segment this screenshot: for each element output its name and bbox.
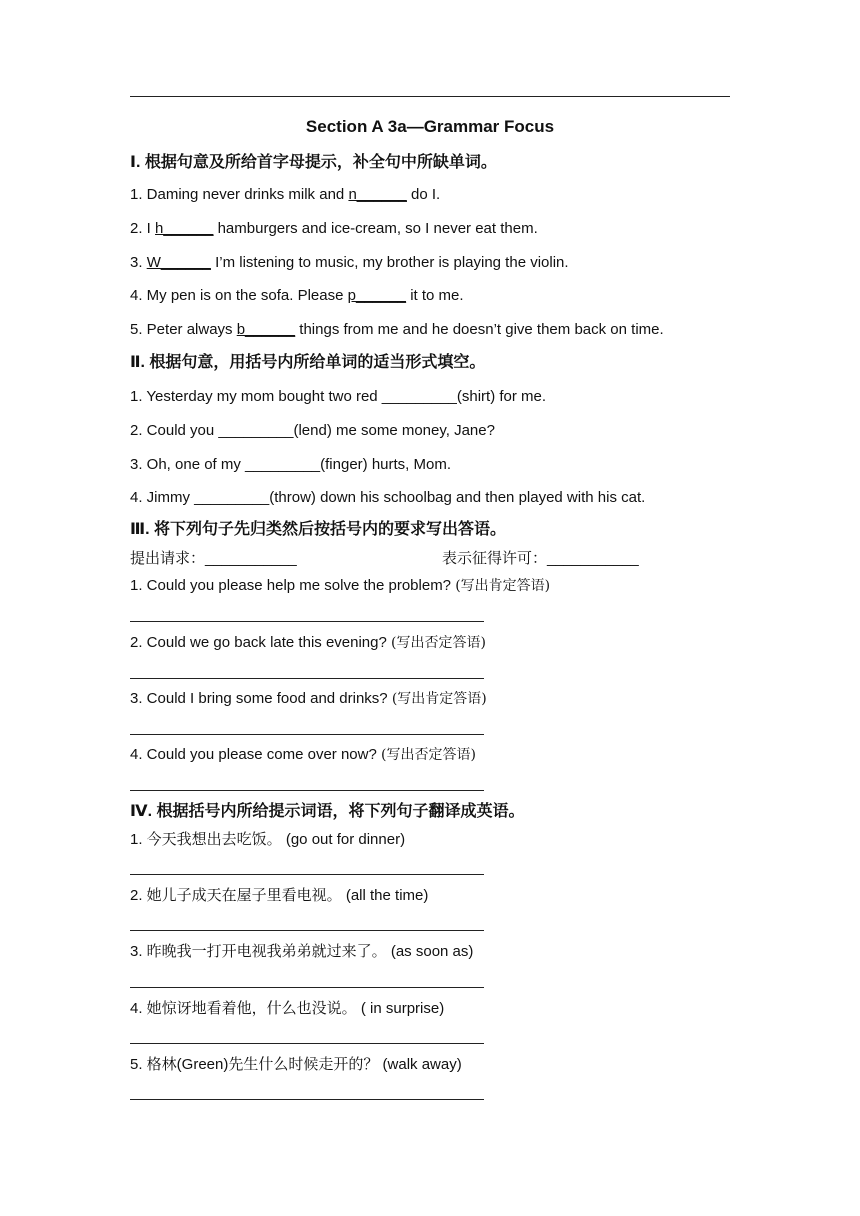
- answer-blank: b______: [236, 321, 296, 338]
- answer-blank: h______: [155, 220, 214, 237]
- section2-item-2: 2. Could you _________(lend) me some money, Jane?: [130, 422, 495, 439]
- question-text: 1. Could you please help me solve the problem?: [130, 577, 456, 594]
- permission-category-label: 表示征得许可：___________: [442, 550, 639, 567]
- item-text: it to me.: [406, 287, 464, 304]
- section1-heading: Ⅰ. 根据句意及所给首字母提示，补全句中所缺单词。: [130, 154, 497, 171]
- section3-heading: Ⅲ. 将下列句子先归类然后按括号内的要求写出答语。: [130, 521, 507, 538]
- item-text: 2. I: [130, 220, 156, 237]
- answer-line: [130, 987, 484, 988]
- item-text: hamburgers and ice-cream, so I never eat them.: [213, 220, 538, 237]
- section4-item-5: 5. 格林(Green)先生什么时候走开的？ (walk away): [130, 1056, 462, 1073]
- item-text: 1. Daming never drinks milk and: [130, 186, 349, 203]
- section1-item-5: [130, 320, 664, 340]
- item-text: do I.: [406, 186, 441, 203]
- answer-hint: (写出否定答语): [380, 747, 476, 763]
- answer-blank: p______: [347, 287, 407, 304]
- question-text: 2. Could we go back late this evening?: [130, 634, 391, 651]
- answer-hint: (写出否定答语): [391, 635, 486, 651]
- item-text: things from me and he doesn’t give them back on time.: [295, 321, 664, 338]
- answer-blank: n______: [348, 186, 407, 203]
- item-text: 4. My pen is on the sofa. Please: [130, 287, 348, 304]
- section4-heading: Ⅳ. 根据括号内所给提示词语，将下列句子翻译成英语。: [130, 803, 525, 820]
- page-title: Section A 3a—Grammar Focus: [305, 117, 555, 136]
- answer-line: [130, 678, 484, 679]
- section2-item-4: 4. Jimmy _________(throw) down his schoolbag and then played with his cat.: [130, 489, 646, 506]
- section4-item-1: 1. 今天我想出去吃饭。 (go out for dinner): [130, 831, 406, 848]
- answer-line: [130, 790, 484, 791]
- item-text: 5. Peter always: [130, 321, 237, 338]
- item-text: 3.: [130, 254, 147, 271]
- section1-item-4: [130, 286, 464, 306]
- answer-line: [130, 874, 484, 875]
- section1-item-2: [130, 219, 538, 239]
- answer-line: [130, 621, 484, 622]
- section3-item-1: [130, 576, 550, 596]
- answer-line: [130, 734, 484, 735]
- section1-item-1: [130, 185, 440, 205]
- request-category-label: 提出请求：___________: [130, 550, 297, 567]
- section3-item-3: [130, 689, 487, 709]
- answer-line: [130, 1099, 484, 1100]
- section2-item-1: 1. Yesterday my mom bought two red _________(shirt) for me.: [130, 388, 547, 405]
- section2-item-3: 3. Oh, one of my _________(finger) hurts, Mom.: [130, 456, 451, 473]
- answer-line: [130, 1043, 484, 1044]
- answer-hint: (写出肯定答语): [391, 691, 487, 707]
- question-text: 3. Could I bring some food and drinks?: [130, 690, 392, 707]
- answer-blank: W______: [146, 254, 211, 271]
- section3-item-2: [130, 633, 486, 653]
- section2-heading: Ⅱ. 根据句意，用括号内所给单词的适当形式填空。: [130, 354, 486, 371]
- answer-line: [130, 930, 484, 931]
- answer-hint: (写出肯定答语): [455, 578, 551, 594]
- item-text: I’m listening to music, my brother is playing the violin.: [210, 254, 569, 271]
- header-rule: [130, 96, 730, 97]
- section4-item-2: 2. 她儿子成天在屋子里看电视。 (all the time): [130, 887, 429, 904]
- section1-item-3: [130, 253, 569, 273]
- question-text: 4. Could you please come over now?: [130, 746, 381, 763]
- section3-item-4: [130, 745, 476, 765]
- section4-item-3: 3. 昨晚我一打开电视我弟弟就过来了。 (as soon as): [130, 943, 474, 960]
- section4-item-4: 4. 她惊讶地看着他，什么也没说。 ( in surprise): [130, 1000, 445, 1017]
